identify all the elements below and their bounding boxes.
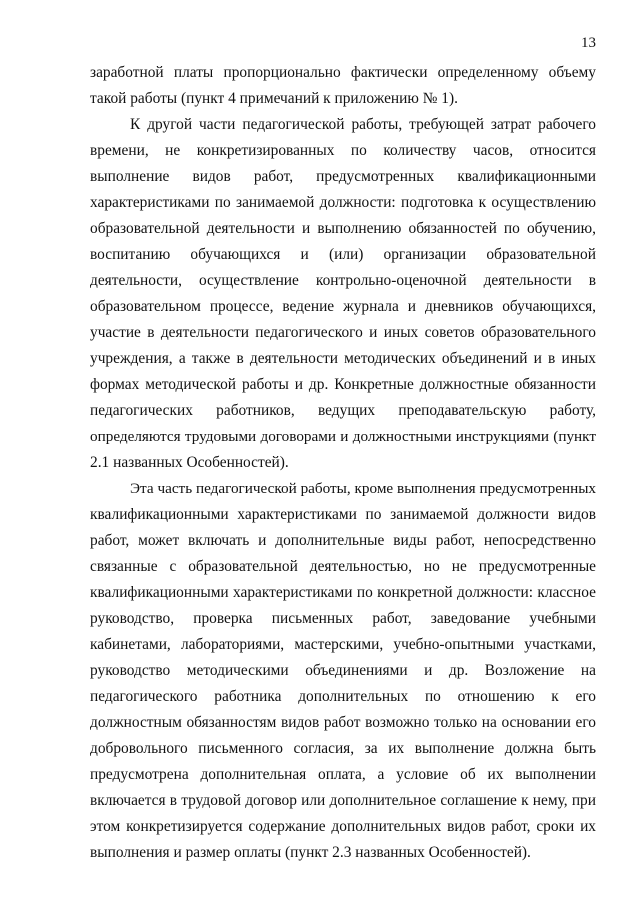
paragraph-line: образовательной деятельности и выполнению обязанностей по обучению, [90, 220, 596, 237]
paragraph-line: определяются трудовыми договорами и должностными инструкциями (пункт [90, 428, 596, 445]
paragraph-line: 2.1 названных Особенностей). [90, 454, 289, 471]
paragraph-line: образовательном процессе, ведение журнала и дневников обучающихся, [90, 298, 596, 315]
paragraph-line: квалификационными характеристиками по занимаемой должности видов [90, 506, 596, 523]
paragraph-line: квалификационными характеристиками по конкретной должности: классное [90, 584, 596, 601]
paragraph-line: работ, может включать и дополнительные виды работ, непосредственно [90, 532, 596, 549]
paragraph-line: этом конкретизируется содержание дополнительных видов работ, сроки их [90, 818, 596, 835]
paragraph-line: выполнения и размер оплаты (пункт 2.3 названных Особенностей). [90, 844, 531, 861]
page-number: 13 [581, 35, 596, 51]
paragraph-line: руководство, проверка письменных работ, заведование учебными [90, 610, 596, 627]
paragraph-line: характеристиками по занимаемой должности: подготовка к осуществлению [90, 194, 596, 211]
paragraph-line: формах методической работы и др. Конкретные должностные обязанности [90, 376, 596, 393]
paragraph-line: руководство методическими объединениями и др. Возложение на [90, 662, 596, 679]
paragraph-line: времени, не конкретизированных по количеству часов, относится [90, 142, 596, 159]
paragraph-line: заработной платы пропорционально фактически определенному объему [90, 64, 596, 81]
paragraph-line: воспитанию обучающихся и (или) организации образовательной [90, 246, 596, 263]
paragraph-line: участие в деятельности педагогического и иных советов образовательного [90, 324, 596, 341]
paragraph-line: деятельности, осуществление контрольно-оценочной деятельности в [90, 272, 596, 289]
paragraph-line: должностным обязанностям видов работ возможно только на основании его [90, 714, 596, 731]
paragraph-line: кабинетами, лабораториями, мастерскими, учебно-опытными участками, [90, 636, 596, 653]
paragraph-line: педагогических работников, ведущих преподавательскую работу, [90, 402, 596, 419]
paragraph-line: связанные с образовательной деятельностью, но не предусмотренные [90, 558, 596, 575]
paragraph-line: К другой части педагогической работы, требующей затрат рабочего [130, 116, 596, 133]
paragraph-line: Эта часть педагогической работы, кроме выполнения предусмотренных [130, 480, 596, 497]
paragraph-line: такой работы (пункт 4 примечаний к приложению № 1). [90, 90, 458, 107]
paragraph-line: включается в трудовой договор или дополнительное соглашение к нему, при [90, 792, 596, 809]
paragraph-line: выполнение видов работ, предусмотренных квалификационными [90, 168, 596, 185]
paragraph-line: предусмотрена дополнительная оплата, а условие об их выполнении [90, 766, 596, 783]
paragraph-line: добровольного письменного согласия, за их выполнение должна быть [90, 740, 596, 757]
paragraph-line: педагогического работника дополнительных по отношению к его [90, 688, 596, 705]
paragraph-line: учреждения, а также в деятельности методических объединений и в иных [90, 350, 596, 367]
